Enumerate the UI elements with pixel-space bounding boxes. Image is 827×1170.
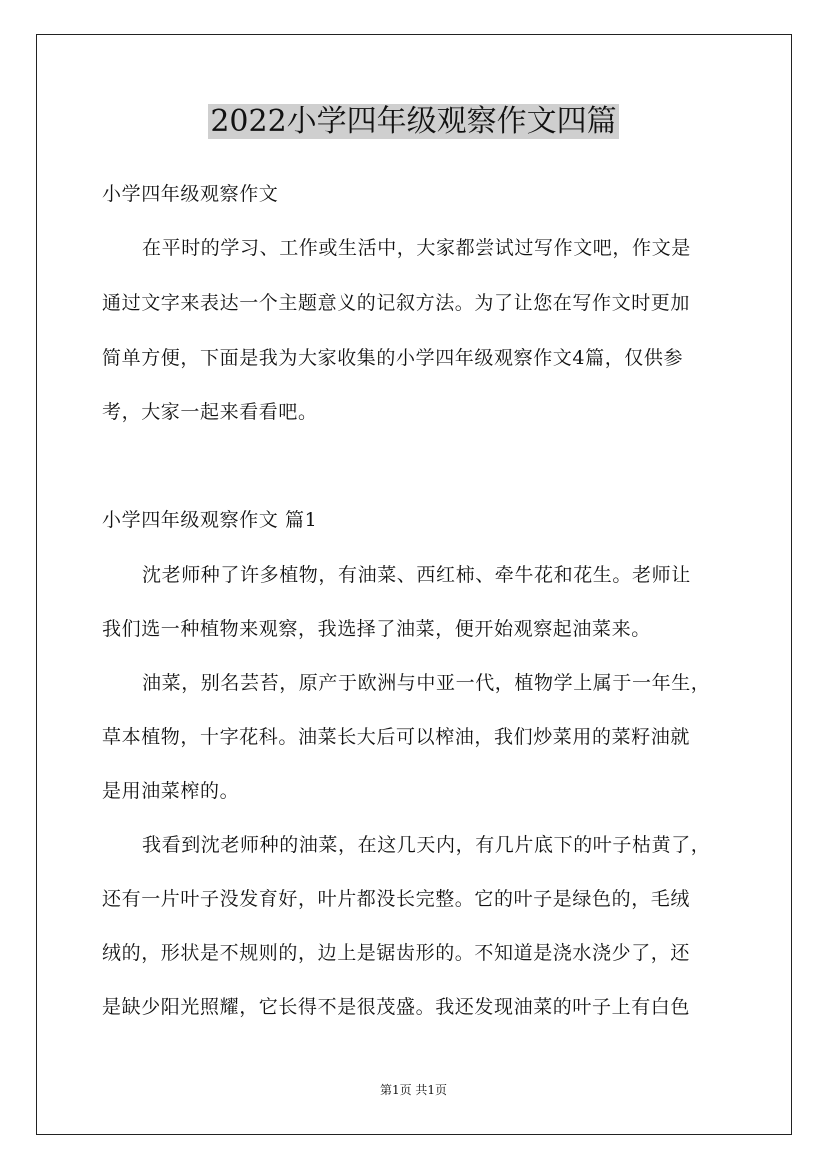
para3-line-4: 是缺少阳光照耀，它长得不是很茂盛。我还发现油菜的叶子上有白色 — [102, 996, 691, 1018]
document-title — [0, 101, 827, 143]
document-title-text: 2022小学四年级观察作文四篇 — [210, 104, 617, 139]
section1-heading: 小学四年级观察作文 篇1 — [102, 509, 318, 531]
intro-heading: 小学四年级观察作文 — [102, 183, 279, 205]
para1-line-1: 沈老师种了许多植物，有油菜、西红柿、牵牛花和花生。老师让 — [142, 564, 691, 586]
para3-line-1: 我看到沈老师种的油菜，在这几天内，有几片底下的叶子枯黄了， — [142, 834, 711, 856]
para2-line-3: 是用油菜榨的。 — [102, 780, 240, 802]
intro-line-2: 通过文字来表达一个主题意义的记叙方法。为了让您在写作文时更加 — [102, 292, 691, 314]
intro-line-1: 在平时的学习、工作或生活中，大家都尝试过写作文吧，作文是 — [142, 237, 691, 259]
intro-line-4: 考，大家一起来看看吧。 — [102, 401, 318, 423]
para2-line-2: 草本植物，十字花科。油菜长大后可以榨油，我们炒菜用的菜籽油就 — [102, 726, 691, 748]
page-number-footer: 第1页 共1页 — [379, 1083, 448, 1097]
para1-line-2: 我们选一种植物来观察，我选择了油菜，便开始观察起油菜来。 — [102, 618, 651, 640]
para3-line-2: 还有一片叶子没发育好，叶片都没长完整。它的叶子是绿色的，毛绒 — [102, 888, 691, 910]
para3-line-3: 绒的，形状是不规则的，边上是锯齿形的。不知道是浇水浇少了，还 — [102, 942, 691, 964]
intro-line-3: 简单方便，下面是我为大家收集的小学四年级观察作文4篇，仅供参 — [102, 347, 684, 369]
para2-line-1: 油菜，别名芸苔，原产于欧洲与中亚一代，植物学上属于一年生， — [142, 672, 711, 694]
